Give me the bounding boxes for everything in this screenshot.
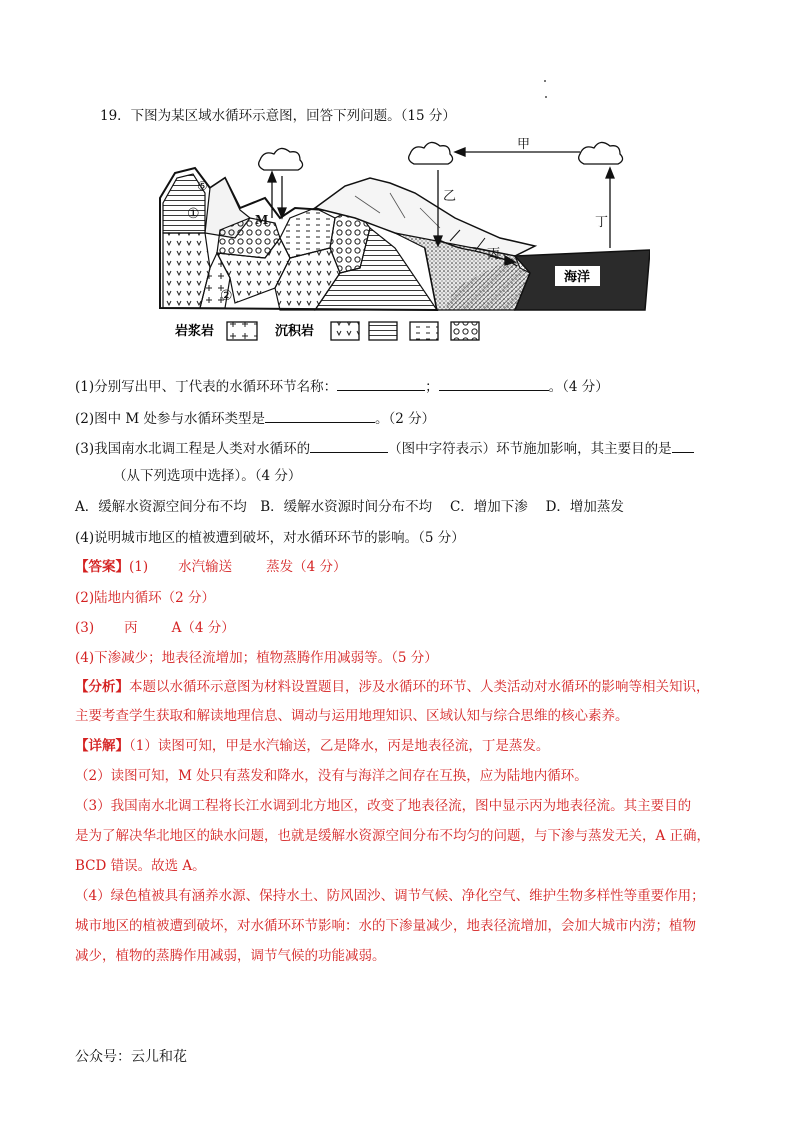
detail-p2: （2）读图可知，M 处只有蒸发和降水，没有与海洋之间存在互换，应为陆地内循环。	[75, 768, 588, 784]
label-1: ①	[187, 206, 200, 222]
detail-p4b: 城市地区的植被遭到破坏，对水循环环节影响：水的下渗量减少，地表径流增加，会加大城市内涝；植物	[75, 918, 696, 934]
ocean-label: 海洋	[563, 270, 591, 285]
label-bing: 丙	[487, 247, 501, 262]
detail-p3c: BCD 错误。故选 A。	[75, 858, 206, 874]
legend-swatch-dash	[410, 322, 438, 340]
question-3-cont: （从下列选项中选择）。（4 分）	[113, 468, 302, 484]
answer-1: 【答案】(1) 水汽输送 蒸发（4 分）	[75, 559, 347, 575]
label-5: ⑤	[197, 179, 208, 193]
analysis-line-1: 【分析】本题以水循环示意图为材料设置题目，涉及水循环的环节、人类活动对水循环的影响等相关知识，	[75, 679, 710, 695]
label-ding: 丁	[595, 215, 609, 230]
label-2: ②	[220, 288, 233, 304]
answer-2: (2)陆地内循环（2 分）	[75, 590, 216, 606]
legend-sed: 沉积岩	[275, 324, 315, 339]
stray-mark	[545, 96, 547, 98]
legend-swatch-line	[369, 322, 397, 340]
legend	[175, 322, 479, 340]
legend-swatch-v	[331, 322, 359, 340]
question-1: (1)分别写出甲、丁代表的水循环环节名称： ； 。（4 分）	[75, 376, 609, 397]
legend-magma: 岩浆岩	[175, 324, 215, 339]
question-2: (2)图中 M 处参与水循环类型是 。（2 分）	[75, 408, 435, 429]
detail-p3b: 是为了解决华北地区的缺水问题，也就是缓解水资源空间分布不均匀的问题，与下渗与蒸发无关，A 正确，	[75, 828, 711, 844]
cloud	[579, 142, 623, 164]
detail-p4a: （4）绿色植被具有涵养水源、保持水土、防风固沙、调节气候、净化空气、维护生物多样性等重要作用；	[75, 888, 705, 904]
analysis-line-2: 主要考查学生获取和解读地理信息、调动与运用地理知识、区域认知与综合思维的核心素养。	[75, 708, 629, 724]
stray-mark	[544, 80, 546, 82]
detail-p3a: （3）我国南水北调工程将长江水调到北方地区，改变了地表径流，图中显示丙为地表径流。其主要目的	[75, 798, 692, 814]
water-cycle-diagram	[155, 138, 650, 353]
blank[interactable]	[439, 376, 549, 391]
cloud	[259, 148, 303, 170]
label-jia: 甲	[517, 138, 531, 152]
blank[interactable]	[337, 376, 425, 391]
cloud	[409, 142, 453, 164]
blank[interactable]	[310, 438, 388, 453]
legend-swatch-circle	[451, 322, 479, 340]
detail-p1: 【详解】（1）读图可知，甲是水汽输送，乙是降水，丙是地表径流，丁是蒸发。	[75, 738, 550, 754]
question-4: (4)说明城市地区的植被遭到破坏，对水循环环节的影响。（5 分）	[75, 530, 465, 546]
label-yi: 乙	[443, 189, 457, 204]
question-title: 19．下图为某区域水循环示意图，回答下列问题。（15 分）	[100, 108, 456, 124]
question-3: (3)我国南水北调工程是人类对水循环的 （图中字符表示）环节施加影响，其主要目的是	[75, 438, 694, 459]
legend-swatch-plus	[227, 322, 257, 340]
answer-3: (3) 丙 A（4 分）	[75, 620, 235, 636]
answer-4: (4)下渗减少；地表径流增加；植物蒸腾作用减弱等。（5 分）	[75, 650, 438, 666]
ocean-block	[515, 250, 650, 310]
blank[interactable]	[265, 408, 375, 423]
label-m: M	[255, 213, 269, 227]
blank[interactable]	[672, 438, 694, 453]
question-options: A．缓解水资源空间分布不均 B．缓解水资源时间分布不均 C．增加下渗 D．增加蒸发	[75, 499, 624, 515]
footer-text: 公众号：云儿和花	[75, 1049, 187, 1065]
detail-p4c: 减少，植物的蒸腾作用减弱，调节气候的功能减弱。	[75, 948, 386, 964]
